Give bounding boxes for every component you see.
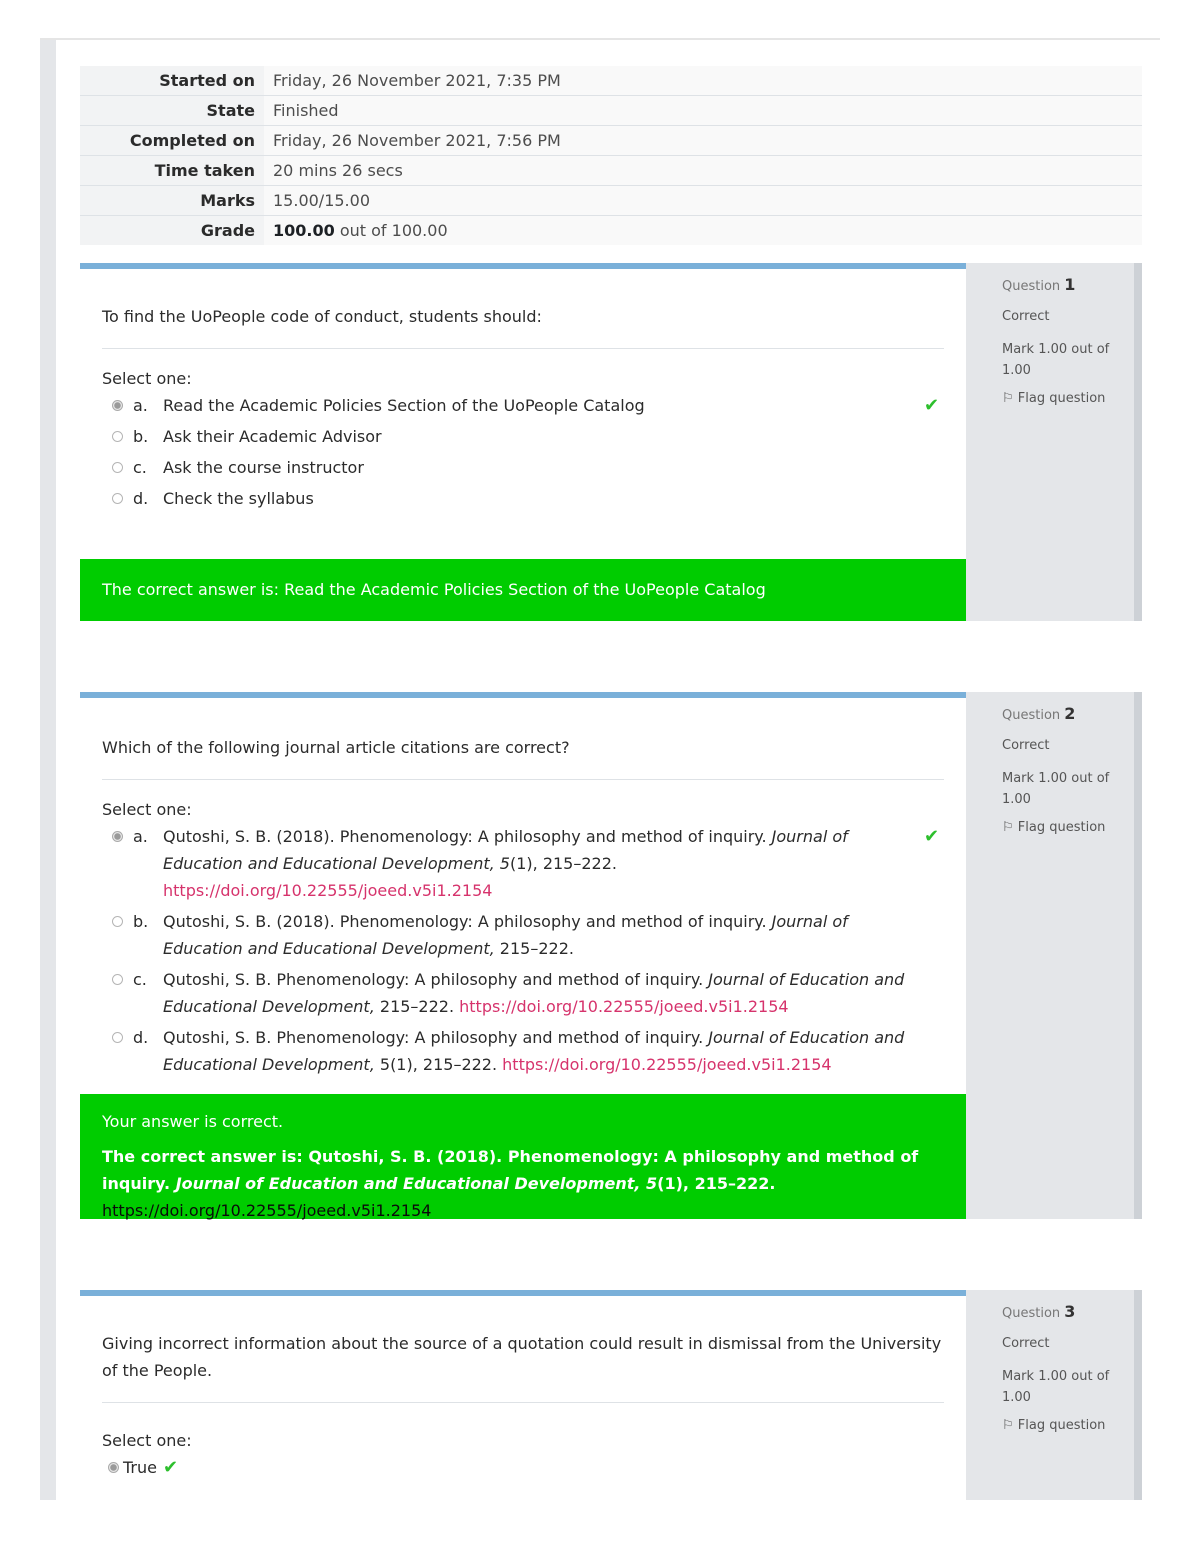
summary-row: [80, 96, 1142, 126]
select-one-prompt: Select one:: [102, 1431, 192, 1450]
radio-button[interactable]: [112, 462, 123, 473]
citation-text: Qutoshi, S. B. (2018). Phenomenology: A philosophy and method of inquiry.: [163, 827, 772, 846]
citation-text: Qutoshi, S. B. Phenomenology: A philosophy and method of inquiry.: [163, 1028, 709, 1047]
summary-label: Started on: [80, 66, 264, 96]
citation-journal: Journal of Education and Educational Development,: [163, 1028, 905, 1074]
check-icon: ✔: [162, 1457, 179, 1478]
option-d[interactable]: [102, 485, 944, 512]
doi-link[interactable]: https://doi.org/10.22555/joeed.v5i1.2154: [502, 1055, 832, 1074]
summary-label: State: [80, 96, 264, 126]
citation-journal: Journal of Education and Educational Development, 5: [163, 827, 848, 873]
question-label: Question: [1002, 279, 1061, 294]
check-icon: ✔: [924, 395, 940, 416]
citation-journal: Journal of Education and Educational Development,: [163, 912, 848, 958]
option-text: [163, 1024, 918, 1078]
feedback-citation: The correct answer is: Qutoshi, S. B. (2018). Phenomenology: A philosophy and method of inquiry.: [102, 1147, 919, 1193]
question-state: Correct: [1002, 738, 1050, 753]
flag-icon: ⚐: [1002, 1418, 1014, 1433]
question-1: [80, 263, 1142, 621]
question-text: Giving incorrect information about the source of a quotation could result in dismissal from the University of the People.: [102, 1330, 944, 1403]
question-info: [966, 692, 1142, 1219]
option-true[interactable]: [102, 1454, 944, 1481]
summary-value: Finished: [264, 96, 1142, 126]
citation-pages: 5(1), 215–222.: [374, 1055, 503, 1074]
question-label: Question: [1002, 1306, 1061, 1321]
summary-value: Friday, 26 November 2021, 7:56 PM: [264, 126, 1142, 156]
question-content: [80, 692, 966, 1219]
option-c[interactable]: [102, 454, 944, 481]
quiz-summary: [80, 66, 1142, 245]
citation-pages: (1), 215–222.: [509, 854, 617, 873]
doi-link[interactable]: https://doi.org/10.22555/joeed.v5i1.2154: [459, 997, 789, 1016]
summary-row-grade: [80, 216, 1142, 246]
summary-value: [264, 216, 1142, 246]
flag-label: Flag question: [1017, 820, 1106, 835]
citation-pages: 215–222.: [494, 939, 574, 958]
flag-question-link[interactable]: [1002, 1418, 1134, 1433]
option-text: Read the Academic Policies Section of the UoPeople Catalog: [163, 396, 645, 415]
option-letter: b.: [133, 912, 149, 931]
feedback-journal: Journal of Education and Educational Development, 5: [175, 1174, 658, 1193]
radio-button[interactable]: [112, 974, 123, 985]
question-state: Correct: [1002, 1336, 1050, 1351]
flag-question-link[interactable]: [1002, 391, 1134, 406]
radio-button[interactable]: [112, 493, 123, 504]
summary-label: Marks: [80, 186, 264, 216]
citation-text: Qutoshi, S. B. Phenomenology: A philosophy and method of inquiry.: [163, 970, 709, 989]
correct-answer-text: The correct answer is: Read the Academic Policies Section of the UoPeople Catalog: [102, 580, 766, 599]
answer-options: [102, 823, 944, 1078]
option-letter: d.: [133, 489, 149, 508]
question-formulation: [80, 1290, 966, 1500]
option-text: True: [123, 1458, 157, 1477]
flag-label: Flag question: [1017, 1418, 1106, 1433]
question-info: [966, 1290, 1142, 1500]
select-one-prompt: Select one:: [102, 800, 192, 819]
left-drawer-edge: [40, 40, 56, 1500]
question-mark: Mark 1.00 out of 1.00: [1002, 771, 1110, 807]
question-3: [80, 1290, 1142, 1500]
radio-button-checked[interactable]: [112, 400, 123, 411]
question-number-value: 1: [1064, 275, 1076, 294]
summary-value: Friday, 26 November 2021, 7:35 PM: [264, 66, 1142, 96]
option-c[interactable]: [102, 966, 944, 1020]
option-letter: a.: [133, 396, 148, 415]
option-text: [163, 908, 918, 962]
summary-row: [80, 66, 1142, 96]
option-a[interactable]: [102, 823, 944, 904]
flag-question-link[interactable]: [1002, 820, 1134, 835]
summary-row: [80, 126, 1142, 156]
option-text: Check the syllabus: [163, 489, 314, 508]
question-number: [1002, 704, 1134, 723]
feedback-box: [80, 559, 966, 621]
answer-options: [102, 1454, 944, 1481]
feedback-correct-text: Your answer is correct.: [102, 1112, 284, 1131]
radio-button[interactable]: [112, 916, 123, 927]
question-info: [966, 263, 1142, 621]
option-letter: c.: [133, 458, 147, 477]
option-letter: a.: [133, 827, 148, 846]
select-one-prompt: Select one:: [102, 369, 192, 388]
option-text: Ask the course instructor: [163, 458, 364, 477]
check-icon: ✔: [924, 826, 940, 847]
radio-button[interactable]: [112, 1032, 123, 1043]
grade-value: 100.00: [273, 221, 335, 240]
feedback-box: [80, 1094, 966, 1219]
option-d[interactable]: [102, 1024, 944, 1078]
option-b[interactable]: [102, 908, 944, 962]
question-text: Which of the following journal article citations are correct?: [102, 734, 944, 780]
radio-button-checked[interactable]: [112, 831, 123, 842]
summary-label: Completed on: [80, 126, 264, 156]
feedback-doi-link[interactable]: https://doi.org/10.22555/joeed.v5i1.2154: [102, 1201, 432, 1220]
option-letter: d.: [133, 1028, 149, 1047]
summary-row: [80, 186, 1142, 216]
question-number-value: 3: [1064, 1302, 1076, 1321]
radio-button-checked[interactable]: [108, 1462, 119, 1473]
citation-journal: Journal of Education and Educational Development,: [163, 970, 905, 1016]
question-mark: Mark 1.00 out of 1.00: [1002, 1369, 1110, 1405]
question-number-value: 2: [1064, 704, 1076, 723]
citation-text: Qutoshi, S. B. (2018). Phenomenology: A philosophy and method of inquiry.: [163, 912, 772, 931]
answer-options: [102, 392, 944, 512]
option-letter: c.: [133, 970, 147, 989]
option-a[interactable]: [102, 392, 944, 419]
question-2: [80, 692, 1142, 1219]
question-number: [1002, 1302, 1134, 1321]
question-formulation: [80, 263, 966, 559]
flag-icon: ⚐: [1002, 820, 1014, 835]
summary-value: 20 mins 26 secs: [264, 156, 1142, 186]
question-formulation: [80, 692, 966, 1094]
question-text: To find the UoPeople code of conduct, students should:: [102, 303, 944, 349]
flag-icon: ⚐: [1002, 391, 1014, 406]
doi-link[interactable]: https://doi.org/10.22555/joeed.v5i1.2154: [163, 881, 493, 900]
option-b[interactable]: [102, 423, 944, 450]
summary-row: [80, 156, 1142, 186]
question-content: [80, 263, 966, 621]
summary-value: 15.00/15.00: [264, 186, 1142, 216]
question-content: [80, 1290, 966, 1500]
correct-answer-text: [102, 1143, 944, 1224]
grade-out-of: out of 100.00: [334, 221, 448, 240]
radio-button[interactable]: [112, 431, 123, 442]
summary-label: Time taken: [80, 156, 264, 186]
summary-label: Grade: [80, 216, 264, 246]
flag-label: Flag question: [1017, 391, 1106, 406]
option-letter: b.: [133, 427, 149, 446]
option-text: [163, 966, 918, 1020]
question-mark: Mark 1.00 out of 1.00: [1002, 342, 1110, 378]
question-number: [1002, 275, 1134, 294]
summary-table: [80, 66, 1142, 245]
citation-pages: 215–222.: [374, 997, 460, 1016]
option-text: [163, 823, 918, 904]
option-text: Ask their Academic Advisor: [163, 427, 382, 446]
feedback-pages: (1), 215–222.: [657, 1174, 776, 1193]
question-label: Question: [1002, 708, 1061, 723]
question-state: Correct: [1002, 309, 1050, 324]
page-top-divider: [40, 38, 1160, 40]
